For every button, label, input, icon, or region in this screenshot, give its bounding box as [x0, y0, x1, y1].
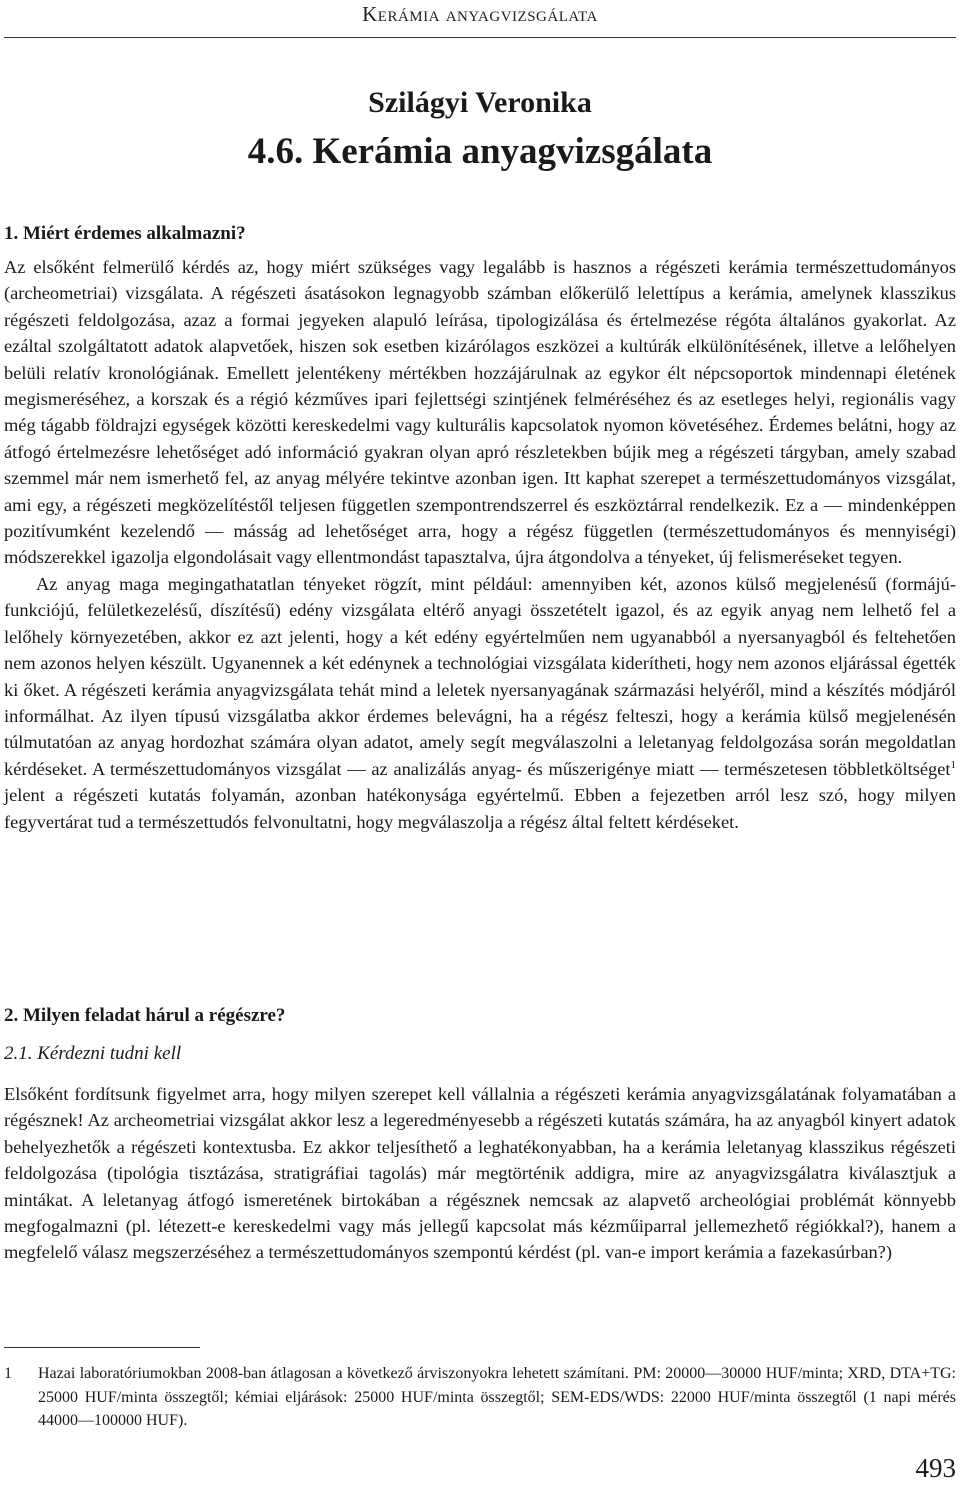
footnote [4, 1362, 956, 1433]
footnote-rule [4, 1347, 200, 1348]
author-name: Szilágyi Veronika [368, 86, 592, 119]
page-number: 493 [915, 1453, 956, 1483]
running-head: Kerámia anyagvizsgálata [362, 2, 598, 26]
chapter-title: 4.6. Kerámia anyagvizsgálata [247, 131, 713, 172]
footnote-number: 1 [4, 1365, 12, 1382]
footnote-text: Hazai laboratóriumokban 2008-ban átlagosan a következő árviszonyokra lehetett számítani. PM: 20000—30000 HUF/minta; XRD, DTA+TG: 25000 HUF/minta összegtől; kémiai eljárások: 25000 HUF/minta összegtől; SEM-EDS/WDS: 22000 HUF/minta összegtől (1 napi mérés 44000—100000 HUF). [38, 1365, 956, 1429]
section-2 [4, 1003, 956, 1266]
footnote-reference[interactable]: 1 [950, 758, 956, 771]
paragraph-1: Az elsőként felmerülő kérdés az, hogy miért szükséges vagy legalább is hasznos a régészeti kerámia természettudományos (archeometriai) vizsgálata. A régészeti ásatásokon legnagyobb számban előkerülő lelettípus a kerámia, amelynek klasszikus régészeti feldolgozása, azaz a formai jegyeken alapuló leírása, tipologizálása és értelmezése régóta általános gyakorlat. Az ezáltal szolgáltatott adatok alapvetőek, hiszen sok esetben kizárólagos eszközei a kultúrák elkülönítésének, illetve a lelőhelyen belüli relatív kronológiának. Emellett jelentékeny mértékben hozzájárulnak az egykor élt népcsoportok mindennapi életének megismeréséhez, a korszak és a régió kézműves ipari fejlettségi szintjének felméréséhez és az esetleges helyi, regionális vagy még tágabb földrajzi egységek közötti kereskedelmi vagy kulturális kapcsolatok nyomon követéséhez. Érdemes belátni, hogy az átfogó értelmezésre lehetőséget adó információ gyakran olyan apró részletekben bújik meg a régészeti tárgyban, amely szabad szemmel már nem ismerhető fel, az anyag mélyére tekintve azonban igen. Itt kaphat szerepet a természettudományos vizsgálat, ami egy, a régészeti megközelítéstől teljesen független szempontrendszerrel és eszköztárral rendelkezik. Ez a — mindenképpen pozitívumként kezelendő — másság ad lehetőséget arra, hogy a régész független (természettudományos és mennyiségi) módszerekkel igazolja elgondolásait vagy ellentmondást tapasztalva, újra átgondolva a tényeket, új felismeréseket tegyen. [4, 257, 956, 568]
paragraph-2-text-a: Az anyag maga megingathatatlan tényeket rögzít, mint például: amennyiben két, azonos külső megjelenésű (formájú-funkciójú, felületkezelésű, díszítésű) edény vizsgálata eltérő anyagi összetételt igazol, és az egyik anyag nem lelhető fel a lelőhely környezetében, akkor ez azt jelenti, hogy a két edény egyértelműen nem ugyanabból a nyersanyagból és feltehetően nem azonos helyen készült. Ugyanennek a két edénynek a technológiai vizsgálata kiderítheti, hogy nem azonos eljárással égették ki őket. A régészeti kerámia anyagvizsgálata tehát mind a leletek nyersanyagának származási helyéről, mind a készítés módjáról informálhat. Az ilyen típusú vizsgálatba akkor érdemes belevágni, ha a régész felteszi, hogy a kerámia külső megjelenésén túlmutatóan az anyag hordozhat számára olyan adatot, amely segít megválaszolni a leletanyag feldolgozása során megoldatlan kérdéseket. A természettudományos vizsgálat — az analizálás anyag- és műszerigénye miatt — természetesen többletköltséget [4, 573, 956, 779]
section-heading-1: 1. Miért érdemes alkalmazni? [4, 223, 246, 244]
paragraph-2-text-b: jelent a régészeti kutatás folyamán, azonban hatékonysága egyértelmű. Ebben a fejezetben arról lesz szó, hogy milyen fegyvertárat tud a természettudós felvonultatni, hogy megválaszolja a régész által feltett kérdéseket. [4, 785, 956, 832]
paragraph-2 [4, 571, 956, 835]
section-1 [4, 221, 956, 835]
section-heading-2: 2. Milyen feladat hárul a régészre? [4, 1005, 286, 1026]
paragraph-3: Elsőként fordítsunk figyelmet arra, hogy milyen szerepet kell vállalnia a régészeti kerámia anyagvizsgálatának folyamatában a régésznek! Az archeometriai vizsgálat akkor lesz a legeredményesebb a régészeti kutatás számára, ha az anyagból kinyert adatok behelyezhetők a régészeti kontextusba. Ez akkor teljesíthető a leghatékonyabban, ha a kerámia leletanyag klasszikus régészeti feldolgozása (tipológia tisztázása, stratigráfiai tagolás) már megtörténik addigra, mire az anyagvizsgálatra kiválasztjuk a mintákat. A leletanyag átfogó ismeretének birtokában a régésznek nemcsak az alapvető archeológiai problémát könnyebb megfogalmazni (pl. létezett-e kereskedelmi vagy más jellegű kapcsolat más kézműiparral jellemezhető régiókkal?), hanem a megfelelő válasz megszerzéséhez a természettudományos szempontú kérdést (pl. van-e import kerámia a fazekasúrban?) [4, 1084, 956, 1263]
subsection-heading: 2.1. Kérdezni tudni kell [4, 1043, 182, 1064]
header-rule [4, 37, 956, 38]
